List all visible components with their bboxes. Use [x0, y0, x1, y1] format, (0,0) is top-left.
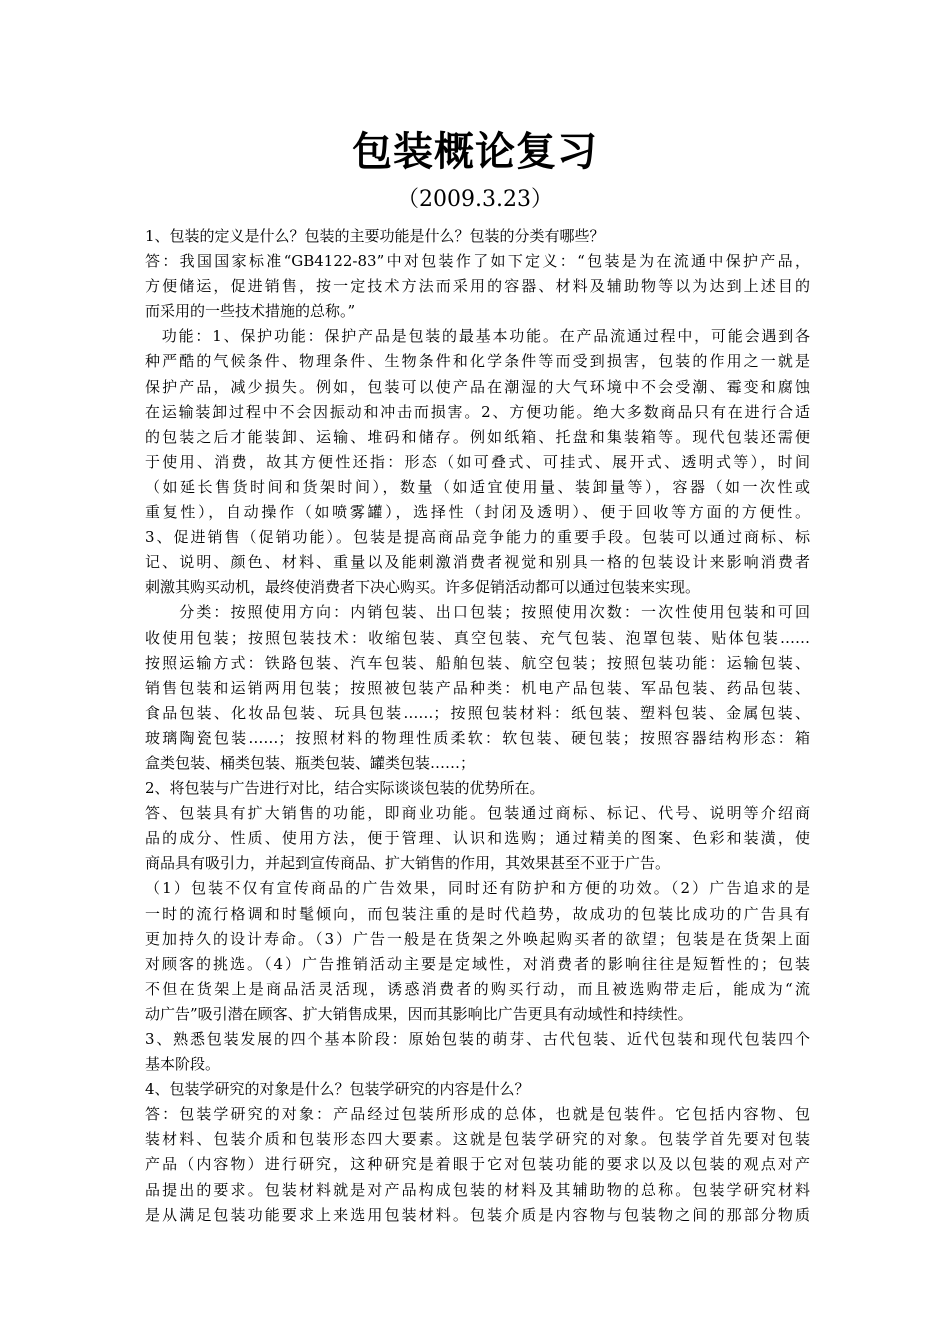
- text-line: 4、包装学研究的对象是什么？包装学研究的内容是什么？: [145, 1080, 530, 1099]
- text-line: 3、熟悉包装发展的四个基本阶段：原始包装的萌芽、古代包装、近代包装和现代包装四个: [145, 1030, 810, 1048]
- text-line: （1）包装不仅有宣传商品的广告效果，同时还有防护和方便的功效。（2）广告追求的是: [145, 879, 810, 898]
- text-line: 装材料、包装介质和包装形态四大要素。这就是包装学研究的对象。包装学首先要对包装: [145, 1130, 810, 1149]
- text-line: 商品具有吸引力，并起到宣传商品、扩大销售的作用，其效果甚至不亚于广告。: [145, 854, 671, 873]
- text-line: 答：我国国家标准“GB4122-83”中对包装作了如下定义：“包装是为在流通中保护产品，: [145, 252, 810, 271]
- text-line: 记、说明、颜色、材料、重量以及能刺激消费者视觉和别具一格的包装设计来影响消费者: [145, 553, 810, 572]
- text-line: 是从满足包装功能要求上来选用包装材料。包装介质是内容物与包装物之间的那部分物质: [145, 1205, 810, 1224]
- document-date: （2009.3.23）: [397, 187, 553, 212]
- text-line: 重复性），自动操作（如喷雾罐），选择性（封闭及透明）、便于回收等方面的方便性。: [145, 503, 810, 522]
- text-line: 食品包装、化妆品包装、玩具包装……；按照包装材料：纸包装、塑料包装、金属包装、: [145, 703, 810, 722]
- document-body: [145, 224, 810, 1228]
- text-line: 而采用的一些技术措施的总称。”: [145, 302, 356, 321]
- text-line: 在运输装卸过程中不会因振动和冲击而损害。2、方便功能。绝大多数商品只有在进行合适: [145, 402, 810, 421]
- text-line: 基本阶段。: [145, 1055, 221, 1074]
- text-line: 对顾客的挑选。（4）广告推销活动主要是定域性，对消费者的影响往往是短暂性的；包装: [145, 954, 810, 973]
- text-line: 盒类包装、桶类包装、瓶类包装、罐类包装……；: [145, 753, 476, 772]
- text-line: 于使用、消费，故其方便性还指：形态（如可叠式、可挂式、展开式、透明式等），时间: [145, 452, 810, 471]
- document-title: 包装概论复习: [352, 128, 598, 175]
- text-line: 方便储运，促进销售，按一定技术方法而采用的容器、材料及辅助物等以为达到上述目的: [145, 277, 810, 296]
- text-line: 答：包装学研究的对象：产品经过包装所形成的总体，也就是包装件。它包括内容物、包: [145, 1105, 810, 1124]
- text-line: 产品（内容物）进行研究，这种研究是着眼于它对包装功能的要求以及以包装的观点对产: [145, 1155, 810, 1174]
- text-line: 品的成分、性质、使用方法，便于管理、认识和选购；通过精美的图案、色彩和装潢，使: [145, 829, 810, 848]
- text-line: 1、包装的定义是什么？包装的主要功能是什么？包装的分类有哪些？: [145, 227, 605, 245]
- text-line: 收使用包装；按照包装技术：收缩包装、真空包装、充气包装、泡罩包装、贴体包装……: [145, 628, 810, 647]
- text-line: 不但在货架上是商品活灵活现，诱惑消费者的购买行动，而且被选购带走后，能成为“流: [145, 979, 810, 998]
- text-line: 的包装之后才能装卸、运输、堆码和储存。例如纸箱、托盘和集装箱等。现代包装还需便: [145, 427, 810, 446]
- text-line: 保护产品，减少损失。例如，包装可以使产品在潮湿的大气环境中不会受潮、霉变和腐蚀: [145, 377, 810, 396]
- text-line: 种严酷的气候条件、物理条件、生物条件和化学条件等而受到损害，包装的作用之一就是: [145, 352, 810, 371]
- text-line: 销售包装和运销两用包装；按照被包装产品种类：机电产品包装、军品包装、药品包装、: [145, 678, 810, 697]
- text-line: 一时的流行格调和时髦倾向，而包装注重的是时代趋势，故成功的包装比成功的广告具有: [145, 904, 810, 923]
- text-line: 2、将包装与广告进行对比，结合实际谈谈包装的优势所在。: [145, 779, 545, 798]
- text-line: 答、包装具有扩大销售的功能，即商业功能。包装通过商标、标记、代号、说明等介绍商: [145, 804, 810, 823]
- text-line: 动广告”吸引潜在顾客、扩大销售成果，因而其影响比广告更具有动域性和持续性。: [145, 1004, 693, 1023]
- text-line: 品提出的要求。包装材料就是对产品构成包装的材料及其辅助物的总称。包装学研究材料: [145, 1180, 810, 1199]
- text-line: （如延长售货时间和货架时间），数量（如适宜使用量、装卸量等），容器（如一次性或: [145, 477, 810, 496]
- text-line: 更加持久的设计寿命。（3）广告一般是在货架之外唤起购买者的欲望；包装是在货架上面: [145, 929, 810, 948]
- text-line: 按照运输方式：铁路包装、汽车包装、船舶包装、航空包装；按照包装功能：运输包装、: [145, 653, 810, 672]
- text-line: 刺激其购买动机，最终使消费者下决心购买。许多促销活动都可以通过包装来实现。: [145, 578, 701, 597]
- text-line: 分类：按照使用方向：内销包装、出口包装；按照使用次数：一次性使用包装和可回: [145, 603, 810, 622]
- text-line: 3、促进销售（促销功能）。包装是提高商品竞争能力的重要手段。包装可以通过商标、标: [145, 528, 810, 547]
- text-line: 功能：1、保护功能：保护产品是包装的最基本功能。在产品流通过程中，可能会遇到各: [145, 327, 810, 346]
- text-line: 玻璃陶瓷包装……；按照材料的物理性质柔软：软包装、硬包装；按照容器结构形态：箱: [145, 728, 810, 747]
